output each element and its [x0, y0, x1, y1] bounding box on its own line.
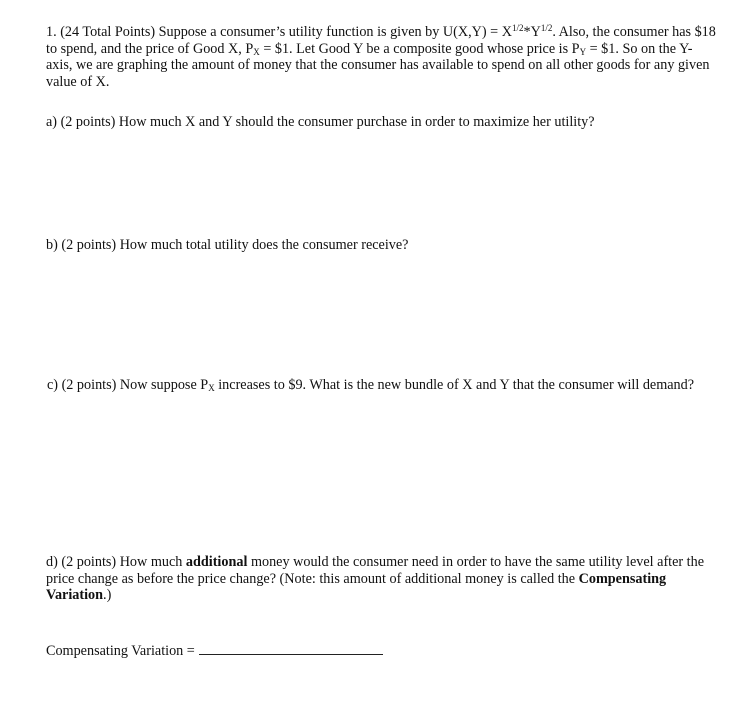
- exponent: 1/2: [540, 23, 553, 33]
- question-a-text: a) (2 points) How much X and Y should the consumer purchase in order to maximize her utility?: [46, 114, 595, 130]
- problem-statement: [46, 24, 716, 90]
- answer-label: Compensating Variation =: [46, 643, 195, 659]
- subscript: Y: [579, 46, 587, 57]
- problem-text: [46, 24, 716, 90]
- problem-text-part: = $1. Let Good Y be a composite good whose price is P: [259, 40, 580, 57]
- question-d: [46, 554, 716, 604]
- problem-text-part: . Also, the consumer has $18 to spend, and the price of Good X, P: [46, 24, 716, 57]
- emphasis-compensating-variation: Compensating Variation: [46, 570, 667, 603]
- subscript: X: [253, 46, 260, 57]
- question-c: [47, 377, 717, 394]
- problem-number: 1.: [46, 24, 57, 40]
- answer-blank[interactable]: [199, 641, 383, 655]
- subscript: X: [208, 383, 215, 393]
- problem-text-part: *Y: [523, 24, 541, 40]
- question-d-text-part: .): [103, 587, 112, 603]
- problem-text-part: = $1. So on the Y-axis, we are graphing the amount of money that the consumer has available to spend on all other goods for any given value of X.: [46, 40, 710, 90]
- answer-line: [46, 641, 716, 660]
- question-c-text: [47, 377, 717, 394]
- exponent: 1/2: [511, 23, 524, 33]
- question-d-text-part: money would the consumer need in order to have the same utility level after the price change as before the price change? (Note: this amount of additional money is called the: [46, 554, 705, 587]
- problem-points: (24 Total Points): [60, 24, 156, 40]
- question-c-text-part: increases to $9. What is the new bundle of X and Y that the consumer will demand?: [214, 377, 695, 393]
- question-b-text: b) (2 points) How much total utility does the consumer receive?: [46, 237, 409, 253]
- emphasis-additional: additional: [185, 554, 248, 570]
- problem-text-part: Suppose a consumer’s utility function is given by U(X,Y) = X: [158, 24, 512, 40]
- question-d-text-part: d) (2 points) How much: [46, 554, 186, 570]
- question-a: [46, 114, 716, 131]
- question-d-text: [46, 554, 716, 604]
- question-b: [46, 237, 716, 254]
- question-c-text-part: c) (2 points) Now suppose P: [47, 377, 209, 393]
